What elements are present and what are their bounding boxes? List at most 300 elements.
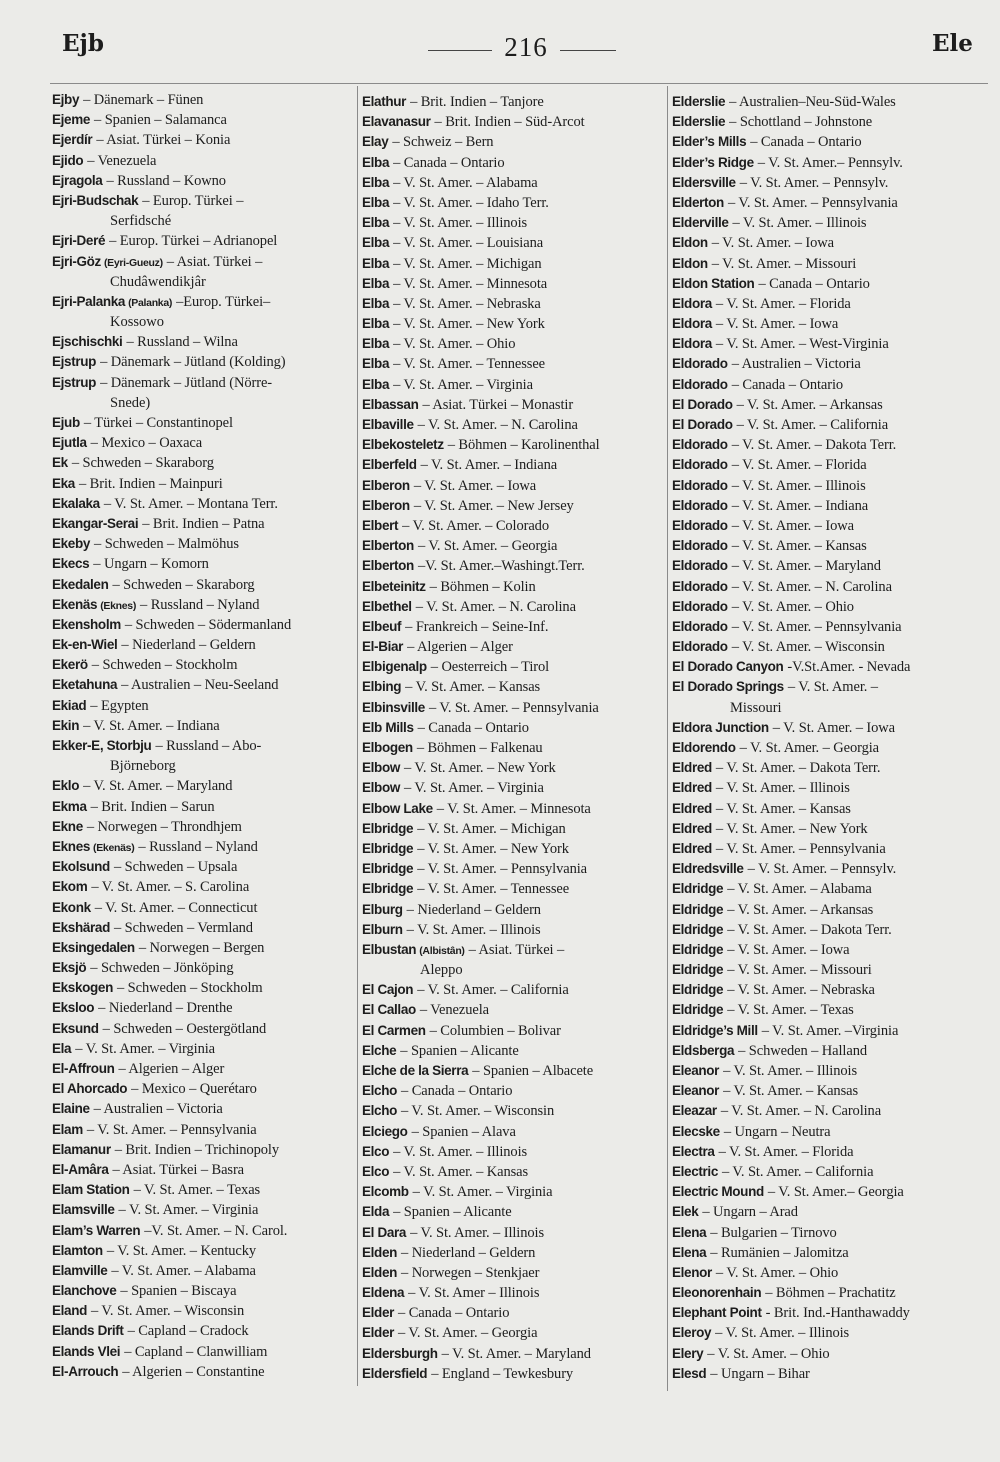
entry-location: – V. St. Amer. – California xyxy=(736,417,889,433)
entry xyxy=(52,1261,354,1281)
entry xyxy=(672,799,990,819)
running-head-left: Ejb xyxy=(62,30,104,57)
entry xyxy=(362,233,664,253)
entry-line xyxy=(362,233,664,253)
entry-headword: El-Arrouch xyxy=(52,1363,119,1379)
entry-location: – V. St. Amer. – N. Carolina xyxy=(720,1103,882,1120)
entry-location: – V. St. Amer. – California xyxy=(417,982,569,999)
entry xyxy=(362,1323,664,1343)
entry-location: – V. St. Amer. – Maryland xyxy=(83,778,233,795)
entry-continuation: Björneborg xyxy=(110,758,176,775)
entry xyxy=(362,193,664,213)
entry xyxy=(52,1180,354,1200)
entry-location: – Dänemark – Fünen xyxy=(83,92,204,108)
entry-location: – Ungarn – Bihar xyxy=(710,1365,810,1382)
entry-line xyxy=(362,859,664,879)
entry-line xyxy=(672,1303,990,1323)
entry-location: – Spanien – Salamanca xyxy=(94,112,227,129)
entry xyxy=(672,637,990,657)
entry-line xyxy=(52,130,354,150)
entry-line xyxy=(52,1301,354,1321)
entry-headword: Eldred xyxy=(672,760,712,776)
entry-location: – Norwegen – Throndhjem xyxy=(86,818,242,835)
entry-continuation: Aleppo xyxy=(420,962,463,979)
entry xyxy=(672,758,990,778)
entry-line xyxy=(672,1101,990,1121)
entry xyxy=(52,716,354,736)
entry xyxy=(52,615,354,635)
entry-headword: Eldorado xyxy=(672,618,728,634)
entry xyxy=(672,778,990,798)
entry xyxy=(672,1061,990,1081)
entry-line xyxy=(672,153,990,173)
entry-line xyxy=(362,1101,664,1121)
entry-location: – V. St. Amer. – California xyxy=(721,1163,874,1180)
entry-headword: Elburn xyxy=(362,921,403,937)
entry xyxy=(362,657,664,677)
entry xyxy=(362,1223,664,1243)
entry-location: – V. St. Amer. – Dakota Terr. xyxy=(731,437,897,454)
entry-headword: Elery xyxy=(672,1345,704,1361)
entry-headword: Ekker-E, Storbju xyxy=(52,738,152,753)
entry-location: – Europ. Türkei – Adrianopel xyxy=(109,233,278,250)
entry-location: – Asiat. Türkei – Monastir xyxy=(422,396,574,413)
entry xyxy=(52,938,354,958)
entry-location: – V. St. Amer. – Missouri xyxy=(727,962,872,979)
entry-line xyxy=(52,494,354,514)
entry-line xyxy=(52,433,354,453)
entry xyxy=(362,1283,664,1303)
entry xyxy=(362,1041,664,1061)
entry xyxy=(362,879,664,899)
entry-line xyxy=(672,1344,990,1364)
entry-line xyxy=(672,900,990,920)
entry xyxy=(52,90,354,110)
entry xyxy=(672,1162,990,1182)
entry xyxy=(672,314,990,334)
entry-headword: Elamsville xyxy=(52,1202,115,1218)
entry-location: – Schweden – Stockholm xyxy=(91,657,238,674)
entry-headword: Elam xyxy=(52,1121,83,1137)
entry-headword: Ekonk xyxy=(52,899,91,915)
entry-continuation: Snede) xyxy=(110,394,151,411)
entry-location: – Schweden – Upsala xyxy=(113,859,238,876)
entry-headword: El Ahorcado xyxy=(52,1081,128,1097)
entry-line xyxy=(672,1142,990,1162)
entry-headword: Elbow Lake xyxy=(362,800,433,816)
entry-headword: Eldon Station xyxy=(672,275,755,291)
entry-location: – V. St. Amer. – Wisconsin xyxy=(401,1103,555,1120)
entry-headword: Eksjö xyxy=(52,960,87,976)
entry-line xyxy=(362,516,664,536)
entry-headword: Elbow xyxy=(362,760,400,776)
entry-line xyxy=(672,536,990,556)
entry-headword: Elba xyxy=(362,255,390,271)
entry xyxy=(672,597,990,617)
entry-location: – Schweden – Södermanland xyxy=(124,616,292,633)
entry xyxy=(672,819,990,839)
entry xyxy=(672,1081,990,1101)
entry xyxy=(672,677,990,717)
entry-line xyxy=(672,1243,990,1263)
entry xyxy=(362,1344,664,1364)
entry-headword: Eldena xyxy=(362,1285,405,1301)
entry-headword: Ejstrup xyxy=(52,374,97,390)
entry xyxy=(362,415,664,435)
entry-line xyxy=(672,1000,990,1020)
entry-line xyxy=(672,354,990,374)
entry-line xyxy=(362,153,664,173)
entry xyxy=(52,837,354,857)
entry xyxy=(52,635,354,655)
column-divider xyxy=(667,86,668,1391)
entry xyxy=(672,1122,990,1142)
entry-location: – V. St. Amer. – Maryland xyxy=(441,1345,591,1362)
entry-line xyxy=(672,839,990,859)
entry-headword: El Dorado xyxy=(672,417,733,432)
entry-headword: Ejerdír xyxy=(52,132,93,148)
entry-location: – Türkei – Constantinopel xyxy=(83,415,233,431)
entry-headword: Elena xyxy=(672,1224,707,1240)
entry-line xyxy=(52,1120,354,1140)
entry-headword: Eldersville xyxy=(672,174,736,190)
entry-headword: Eldredsville xyxy=(672,861,744,877)
entry-location: – Böhmen – Prachatitz xyxy=(765,1285,896,1302)
entry xyxy=(672,738,990,758)
entry-location: – Australien–Neu-Süd-Wales xyxy=(729,94,896,110)
entry-location: – Canada – Ontario xyxy=(401,1083,513,1100)
entry-headword: Elaine xyxy=(52,1101,90,1117)
entry-headword: Ekensholm xyxy=(52,616,121,632)
entry-headword: Elbassan xyxy=(362,396,419,412)
entry-location: – Russland – Abo- xyxy=(155,738,262,754)
entry-location: – Schweden – Oestergötland xyxy=(102,1020,267,1037)
entry-headword: Elbeuf xyxy=(362,618,402,634)
entry-alternate-name: (Palanka) xyxy=(128,296,173,309)
entry-line xyxy=(672,940,990,960)
entry-headword: Elba xyxy=(362,275,390,291)
entry-line xyxy=(362,677,664,697)
entry-line xyxy=(362,940,664,960)
entry-line xyxy=(52,373,354,393)
entry-headword: Eldridge xyxy=(672,982,724,998)
entry-headword: Eksingedalen xyxy=(52,939,135,955)
entry-headword: El-Amâra xyxy=(52,1161,109,1177)
entry-line xyxy=(672,1263,990,1283)
entry-location: – Oesterreich – Tirol xyxy=(430,659,550,676)
entry-location: – V. St. Amer. – Virginia xyxy=(75,1040,215,1057)
entry-headword: Elba xyxy=(362,154,390,170)
entry-headword: Elamanur xyxy=(52,1141,111,1157)
entry-headword: Elberton xyxy=(362,558,414,574)
entry-headword: Elbow xyxy=(362,780,400,796)
entry-location: – Mexico – Oaxaca xyxy=(90,435,203,452)
entry xyxy=(52,998,354,1018)
entry xyxy=(672,718,990,738)
entry-line xyxy=(362,920,664,940)
entry-line xyxy=(672,395,990,415)
entry-location: – V. St. Amer. – Connecticut xyxy=(94,899,258,916)
entry-headword: Elena xyxy=(672,1244,707,1260)
entry xyxy=(362,799,664,819)
entry-line xyxy=(672,173,990,193)
entry-location: – Brit. Indien – Patna xyxy=(142,515,265,532)
entry-line xyxy=(672,677,990,697)
entry-headword: Elburg xyxy=(362,901,403,917)
entry-headword: Electric xyxy=(672,1163,718,1179)
entry-headword: Eldorado xyxy=(672,517,728,533)
entry xyxy=(672,395,990,415)
entry-line xyxy=(672,799,990,819)
entry-location: – V. St. Amer. – Maryland xyxy=(731,558,881,575)
entry-headword: Elamville xyxy=(52,1262,108,1278)
entry-line xyxy=(362,496,664,516)
entry-location: – V. St. Amer. – Pennsylv. xyxy=(747,861,897,878)
entry-line xyxy=(672,1041,990,1061)
entry-headword: Eldersfield xyxy=(362,1365,428,1381)
entry-headword: Elesd xyxy=(672,1365,707,1381)
entry-line xyxy=(672,112,990,132)
entry-headword: Elche de la Sierra xyxy=(362,1063,469,1078)
entry-line xyxy=(362,839,664,859)
entry-location: - Brit. Ind.-Hanthawaddy xyxy=(765,1305,910,1322)
entry xyxy=(362,395,664,415)
entry-line xyxy=(672,577,990,597)
entry-line xyxy=(362,1061,664,1081)
entry xyxy=(672,1182,990,1202)
entry-line xyxy=(52,1039,354,1059)
entry-location: – Spanien – Alicante xyxy=(400,1042,519,1059)
entry-location: – V. St. Amer. – Pennsylvania xyxy=(428,699,599,716)
header-dash-right xyxy=(560,50,616,51)
entry-headword: Elanchove xyxy=(52,1283,117,1299)
entry-headword: Eldorado xyxy=(672,538,728,554)
running-head-right: Ele xyxy=(932,30,973,57)
entry-location: – Schweden – Malmöhus xyxy=(94,536,239,553)
entry xyxy=(672,1323,990,1343)
entry-headword: Elcho xyxy=(362,1083,398,1099)
entry-line xyxy=(52,958,354,978)
entry-line xyxy=(362,1223,664,1243)
entry-headword: Elbert xyxy=(362,517,399,533)
entry-line xyxy=(362,476,664,496)
entry-headword: Eldorado xyxy=(672,376,728,392)
entry-headword: Eldred xyxy=(672,840,712,856)
entry-line xyxy=(672,718,990,738)
entry xyxy=(672,476,990,496)
entry-line xyxy=(672,294,990,314)
entry-line xyxy=(672,1323,990,1343)
entry xyxy=(362,900,664,920)
entry-location: – Capland – Cradock xyxy=(127,1323,249,1340)
entry-line xyxy=(362,354,664,374)
entry xyxy=(362,334,664,354)
entry xyxy=(52,1079,354,1099)
entry-location: – V. St. Amer. – Georgia xyxy=(398,1325,538,1342)
entry-headword: El Dara xyxy=(362,1224,407,1240)
entry-alternate-name: (Eknes) xyxy=(100,599,137,612)
entry-location: – Brit. Indien – Mainpuri xyxy=(78,475,223,492)
entry-line xyxy=(362,173,664,193)
entry-headword: Electric Mound xyxy=(672,1184,764,1200)
entry-location: – V. St. Amer. – Illinois xyxy=(393,215,528,232)
entry-location: – V. St. Amer. – Kansas xyxy=(393,1163,529,1180)
entry-location: – Asiat. Türkei – Basra xyxy=(112,1161,245,1178)
entry-headword: Elavanasur xyxy=(362,114,431,130)
entry-line xyxy=(672,516,990,536)
entry-line xyxy=(52,514,354,534)
entry-headword: Ejragola xyxy=(52,172,103,188)
entry-headword: El Dorado xyxy=(672,396,733,412)
entry-headword: Elberfeld xyxy=(362,457,417,473)
entry xyxy=(362,859,664,879)
entry xyxy=(362,738,664,758)
entry-line xyxy=(52,554,354,574)
entry-headword: Eldorado xyxy=(672,477,728,493)
entry-location: –V. St. Amer. – N. Carol. xyxy=(144,1222,288,1239)
entry xyxy=(52,1120,354,1140)
entry xyxy=(672,254,990,274)
entry-headword: Elam’s Warren xyxy=(52,1222,141,1238)
entry-line xyxy=(52,352,354,372)
entry-headword: Elands Drift xyxy=(52,1323,124,1339)
entry-headword: Eldred xyxy=(672,800,712,816)
entry-line xyxy=(672,254,990,274)
entry-line xyxy=(52,857,354,877)
entry-line xyxy=(52,1342,354,1362)
entry-line xyxy=(362,1243,664,1263)
entry-line xyxy=(362,1081,664,1101)
entry xyxy=(672,859,990,879)
entry-location: – V. St. Amer. – Indiana xyxy=(420,457,558,474)
entry-headword: Ekiad xyxy=(52,697,87,713)
entry-location: – Ungarn – Komorn xyxy=(93,556,209,573)
entry-headword: Ekolsund xyxy=(52,859,110,875)
entry-location: – Schweden – Stockholm xyxy=(116,980,263,997)
entry xyxy=(52,151,354,171)
entry-location: – V. St. Amer. – New York xyxy=(715,820,868,837)
entry-line xyxy=(672,132,990,152)
entry xyxy=(362,597,664,617)
entry-headword: Eldridge xyxy=(672,941,724,957)
entry xyxy=(52,191,354,231)
entry-headword: El Dorado Springs xyxy=(672,679,784,695)
entry-location: – Schweden – Vermland xyxy=(113,919,253,936)
entry-headword: Ekeby xyxy=(52,536,91,552)
entry xyxy=(52,1241,354,1261)
entry-line xyxy=(672,415,990,435)
entry-line xyxy=(672,1182,990,1202)
entry xyxy=(672,173,990,193)
entry-location: – V. St. Amer. – Missouri xyxy=(711,255,857,272)
entry-location: – V. St. Amer. – Iowa xyxy=(715,316,839,333)
entry-location: – Asiat. Türkei – Konia xyxy=(96,132,231,149)
entry xyxy=(672,132,990,152)
entry xyxy=(52,898,354,918)
entry-line xyxy=(672,556,990,576)
entry-location: – Bulgarien – Tirnovo xyxy=(710,1224,837,1241)
entry-line xyxy=(52,998,354,1018)
entry-line xyxy=(52,575,354,595)
entry-location: – V. St. Amer. – Wisconsin xyxy=(731,639,885,656)
entry-line xyxy=(362,1283,664,1303)
entry xyxy=(362,153,664,173)
entry-continuation: Missouri xyxy=(730,699,782,716)
entry xyxy=(52,453,354,473)
entry-line xyxy=(52,292,354,312)
entry-headword: El Dorado Canyon xyxy=(672,659,784,675)
entry-headword: Eleazar xyxy=(672,1103,717,1119)
entry-location: – Rumänien – Jalomitza xyxy=(710,1244,849,1261)
entry-location: – V. St. Amer. – Nebraska xyxy=(393,295,541,312)
entry-headword: Eldora Junction xyxy=(672,719,769,735)
entry-location: – Asiat. Türkei – xyxy=(468,941,565,958)
entry-location: – V. St. Amer. – Pennsylvania xyxy=(731,618,902,635)
entry-location: – V. St. Amer. – Iowa xyxy=(731,517,854,534)
entry xyxy=(672,536,990,556)
entry-location: – V. St. Amer. – Illinois xyxy=(723,1063,858,1079)
entry xyxy=(672,900,990,920)
entry xyxy=(362,476,664,496)
entry-line xyxy=(52,797,354,817)
entry xyxy=(52,736,354,776)
entry-headword: Eldon xyxy=(672,235,708,251)
entry xyxy=(362,213,664,233)
entry-location: – Europ. Türkei – xyxy=(142,192,244,209)
entry-headword: Elek xyxy=(672,1204,699,1220)
entry-headword: Eldorado xyxy=(672,578,728,594)
entry-location: – Australien – Victoria xyxy=(731,356,861,373)
entry-location: – Canada – Ontario xyxy=(750,134,862,151)
entry-location: – Asiat. Türkei – xyxy=(166,253,263,270)
entry-headword: Ejri-Göz xyxy=(52,253,101,269)
entry-line xyxy=(362,1364,664,1384)
entry-line xyxy=(52,1241,354,1261)
entry-location: -V.St.Amer. - Nevada xyxy=(787,659,911,676)
entry-headword: Ejby xyxy=(52,92,80,107)
entry-headword: Ekangar-Serai xyxy=(52,515,139,531)
entry-line xyxy=(52,90,354,110)
entry-headword: Elbridge xyxy=(362,861,414,877)
entry-location: – V. St. Amer. – New York xyxy=(404,760,556,777)
entry xyxy=(672,455,990,475)
entry-headword: Eldridge xyxy=(672,881,724,897)
entry xyxy=(672,415,990,435)
entry-line xyxy=(362,375,664,395)
entry-location: – V. St. Amer. – Kentucky xyxy=(106,1242,257,1259)
entry-line xyxy=(672,758,990,778)
entry xyxy=(52,1140,354,1160)
entry xyxy=(52,130,354,150)
entry-headword: Ekecs xyxy=(52,556,90,572)
entry xyxy=(52,1281,354,1301)
entry-line xyxy=(362,455,664,475)
entry-line xyxy=(672,1162,990,1182)
entry xyxy=(52,1301,354,1321)
entry-location: – V. St. Amer. – Arkansas xyxy=(727,901,874,918)
entry-location: – V. St. Amer. – N. Carolina xyxy=(415,598,576,615)
entry-location: – Spanien – Alava xyxy=(411,1123,516,1140)
entry-line xyxy=(672,778,990,798)
entry-location: – Brit. Indien – Sarun xyxy=(90,798,215,815)
entry-line xyxy=(362,1344,664,1364)
entry xyxy=(52,332,354,352)
entry-line xyxy=(52,776,354,796)
entry-location: – V. St. Amer. – Tennessee xyxy=(393,356,545,373)
entry-line xyxy=(52,171,354,191)
entry-line xyxy=(52,635,354,655)
entry-location: – Capland – Clanwilliam xyxy=(124,1343,268,1360)
